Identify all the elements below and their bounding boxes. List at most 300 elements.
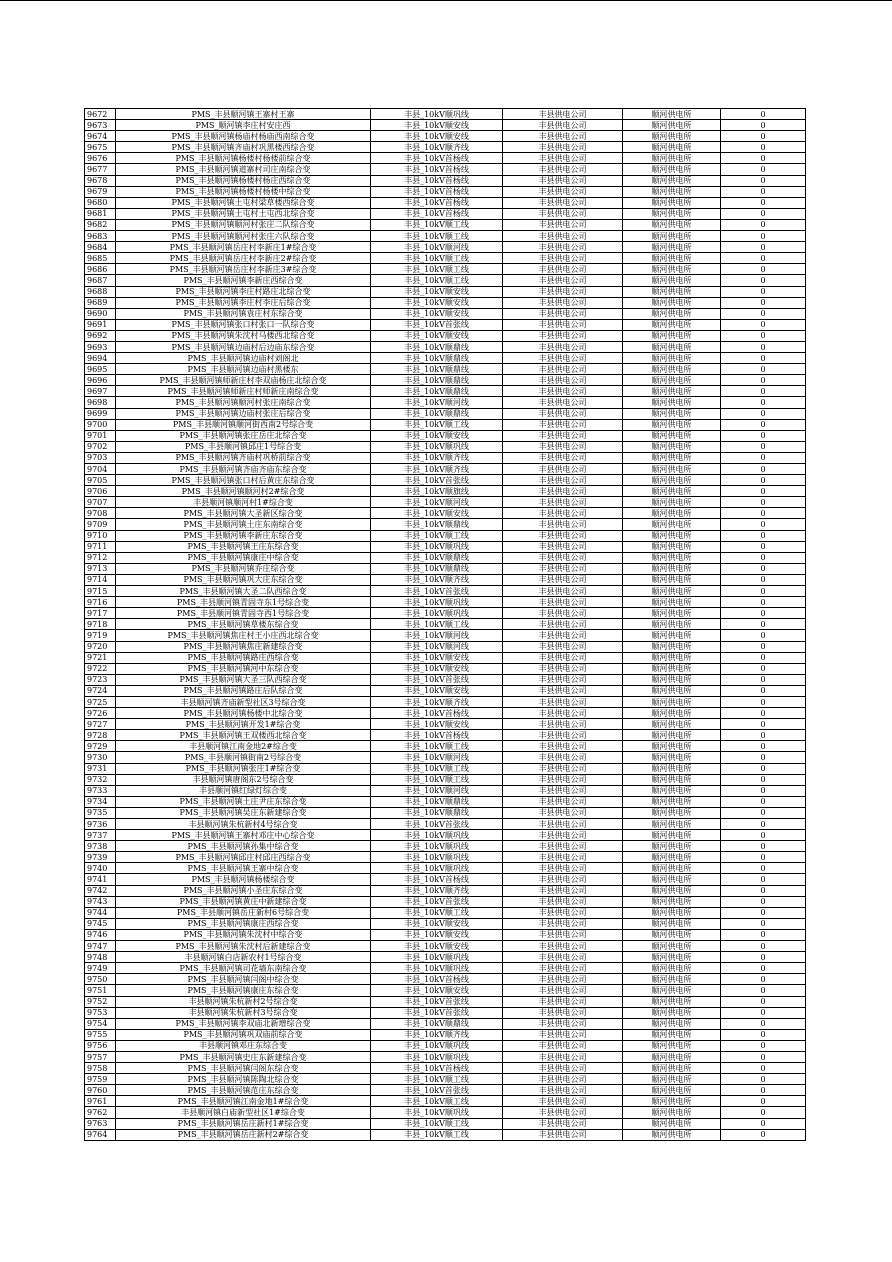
company-cell: 丰县供电公司 [503, 863, 623, 874]
supply-station-cell: 顺河供电所 [623, 852, 721, 863]
supply-station-cell: 顺河供电所 [623, 109, 721, 120]
supply-station-cell: 顺河供电所 [623, 885, 721, 896]
table-body [85, 109, 806, 1141]
table-row [85, 641, 806, 652]
line-name-cell: 丰县_10kV首杨线 [371, 974, 503, 985]
line-name-cell: 丰县_10kV顺齐线 [371, 885, 503, 896]
row-number-cell: 9700 [85, 419, 116, 430]
value-cell: 0 [721, 1018, 806, 1029]
table-row [85, 375, 806, 386]
value-cell: 0 [721, 1118, 806, 1129]
station-name-cell: PMS_丰县顺河镇顺河村张庄南综合变 [116, 397, 371, 408]
table-row [85, 475, 806, 486]
line-name-cell: 丰县_10kV顺安线 [371, 985, 503, 996]
company-cell: 丰县供电公司 [503, 186, 623, 197]
row-number-cell: 9723 [85, 674, 116, 685]
row-number-cell: 9690 [85, 308, 116, 319]
row-number-cell: 9742 [85, 885, 116, 896]
table-row [85, 1096, 806, 1107]
table-row [85, 941, 806, 952]
line-name-cell: 丰县_10kV顺河线 [371, 641, 503, 652]
company-cell: 丰县供电公司 [503, 597, 623, 608]
supply-station-cell: 顺河供电所 [623, 319, 721, 330]
station-name-cell: PMS_丰县顺河镇师新庄村师新庄南综合变 [116, 386, 371, 397]
line-name-cell: 丰县_10kV顺鼎线 [371, 408, 503, 419]
value-cell: 0 [721, 597, 806, 608]
line-name-cell: 丰县_10kV顺河线 [371, 497, 503, 508]
station-name-cell: PMS_丰县顺河镇史庄东新建综合变 [116, 1051, 371, 1062]
row-number-cell: 9738 [85, 841, 116, 852]
company-cell: 丰县供电公司 [503, 785, 623, 796]
value-cell: 0 [721, 708, 806, 719]
line-name-cell: 丰县_10kV顺安线 [371, 941, 503, 952]
row-number-cell: 9746 [85, 929, 116, 940]
company-cell: 丰县供电公司 [503, 153, 623, 164]
station-name-cell: 丰县顺河镇邓庄东综合变 [116, 1040, 371, 1051]
station-name-cell: PMS_丰县顺河镇杨楼中北综合变 [116, 708, 371, 719]
station-name-cell: PMS_丰县顺河镇王双楼西北综合变 [116, 730, 371, 741]
line-name-cell: 丰县_10kV顺工线 [371, 1074, 503, 1085]
line-name-cell: 丰县_10kV顺齐线 [371, 1029, 503, 1040]
station-name-cell: PMS_丰县顺河镇朱沈村马楼西北综合变 [116, 330, 371, 341]
station-name-cell: PMS_丰县顺河镇师新庄村李双庙杨庄北综合变 [116, 375, 371, 386]
table-row [85, 552, 806, 563]
station-name-cell: PMS_丰县顺河镇李庄村路庄北综合变 [116, 286, 371, 297]
row-number-cell: 9706 [85, 486, 116, 497]
table-row [85, 574, 806, 585]
row-number-cell: 9672 [85, 109, 116, 120]
row-number-cell: 9748 [85, 952, 116, 963]
table-row [85, 663, 806, 674]
table-row [85, 131, 806, 142]
value-cell: 0 [721, 297, 806, 308]
row-number-cell: 9750 [85, 974, 116, 985]
value-cell: 0 [721, 941, 806, 952]
table-row [85, 497, 806, 508]
row-number-cell: 9724 [85, 685, 116, 696]
table-row [85, 541, 806, 552]
station-name-cell: 丰县顺河镇齐庙新型社区3号综合变 [116, 696, 371, 707]
line-name-cell: 丰县_10kV顺鼎线 [371, 341, 503, 352]
company-cell: 丰县供电公司 [503, 120, 623, 131]
company-cell: 丰县供电公司 [503, 841, 623, 852]
company-cell: 丰县供电公司 [503, 619, 623, 630]
company-cell: 丰县供电公司 [503, 830, 623, 841]
supply-station-cell: 顺河供电所 [623, 353, 721, 364]
station-name-cell: PMS_丰县顺河镇杨楼村杨庄西综合变 [116, 175, 371, 186]
company-cell: 丰县供电公司 [503, 297, 623, 308]
company-cell: 丰县供电公司 [503, 197, 623, 208]
value-cell: 0 [721, 663, 806, 674]
company-cell: 丰县供电公司 [503, 452, 623, 463]
company-cell: 丰县供电公司 [503, 630, 623, 641]
row-number-cell: 9719 [85, 630, 116, 641]
line-name-cell: 丰县_10kV顺工线 [371, 530, 503, 541]
station-name-cell: PMS_丰县顺河镇齐庙村巩桥前综合变 [116, 452, 371, 463]
company-cell: 丰县供电公司 [503, 364, 623, 375]
table-row [85, 563, 806, 574]
table-row [85, 231, 806, 242]
table-row [85, 364, 806, 375]
row-number-cell: 9693 [85, 341, 116, 352]
line-name-cell: 丰县_10kV首杨线 [371, 186, 503, 197]
table-row [85, 1074, 806, 1085]
row-number-cell: 9726 [85, 708, 116, 719]
row-number-cell: 9681 [85, 208, 116, 219]
company-cell: 丰县供电公司 [503, 386, 623, 397]
line-name-cell: 丰县_10kV顺鼎线 [371, 386, 503, 397]
table-row [85, 464, 806, 475]
table-row [85, 397, 806, 408]
supply-station-cell: 顺河供电所 [623, 630, 721, 641]
supply-station-cell: 顺河供电所 [623, 1074, 721, 1085]
station-name-cell: PMS_丰县顺河镇李新庄西综合变 [116, 275, 371, 286]
table-row [85, 386, 806, 397]
station-name-cell: PMS_丰县顺河镇顺河村张庄六队综合变 [116, 231, 371, 242]
table-row [85, 841, 806, 852]
table-row [85, 597, 806, 608]
station-name-cell: 丰县顺河镇江南金地2#综合变 [116, 741, 371, 752]
table-row [85, 674, 806, 685]
row-number-cell: 9703 [85, 452, 116, 463]
supply-station-cell: 顺河供电所 [623, 186, 721, 197]
row-number-cell: 9709 [85, 519, 116, 530]
supply-station-cell: 顺河供电所 [623, 663, 721, 674]
table-row [85, 630, 806, 641]
value-cell: 0 [721, 508, 806, 519]
supply-station-cell: 顺河供电所 [623, 153, 721, 164]
table-row [85, 708, 806, 719]
value-cell: 0 [721, 109, 806, 120]
value-cell: 0 [721, 408, 806, 419]
table-row [85, 896, 806, 907]
value-cell: 0 [721, 353, 806, 364]
company-cell: 丰县供电公司 [503, 519, 623, 530]
supply-station-cell: 顺河供电所 [623, 286, 721, 297]
value-cell: 0 [721, 253, 806, 264]
company-cell: 丰县供电公司 [503, 696, 623, 707]
line-name-cell: 丰县_10kV顺工线 [371, 275, 503, 286]
company-cell: 丰县供电公司 [503, 319, 623, 330]
table-row [85, 319, 806, 330]
value-cell: 0 [721, 641, 806, 652]
company-cell: 丰县供电公司 [503, 852, 623, 863]
station-name-cell: PMS_丰县顺河镇杨楼村杨楼前综合变 [116, 153, 371, 164]
company-cell: 丰县供电公司 [503, 508, 623, 519]
value-cell: 0 [721, 552, 806, 563]
line-name-cell: 丰县_10kV顺工线 [371, 763, 503, 774]
value-cell: 0 [721, 364, 806, 375]
supply-station-cell: 顺河供电所 [623, 863, 721, 874]
table-row [85, 353, 806, 364]
supply-station-cell: 顺河供电所 [623, 586, 721, 597]
value-cell: 0 [721, 574, 806, 585]
row-number-cell: 9729 [85, 741, 116, 752]
value-cell: 0 [721, 696, 806, 707]
supply-station-cell: 顺河供电所 [623, 796, 721, 807]
station-name-cell: PMS_丰县顺河镇巩大庄东综合变 [116, 574, 371, 585]
company-cell: 丰县供电公司 [503, 763, 623, 774]
row-number-cell: 9727 [85, 719, 116, 730]
station-name-cell: 丰县顺河镇顺河村1#综合变 [116, 497, 371, 508]
value-cell: 0 [721, 1040, 806, 1051]
table-row [85, 1107, 806, 1118]
row-number-cell: 9739 [85, 852, 116, 863]
table-row [85, 275, 806, 286]
company-cell: 丰县供电公司 [503, 563, 623, 574]
table-row [85, 441, 806, 452]
company-cell: 丰县供电公司 [503, 885, 623, 896]
company-cell: 丰县供电公司 [503, 275, 623, 286]
company-cell: 丰县供电公司 [503, 330, 623, 341]
supply-station-cell: 顺河供电所 [623, 896, 721, 907]
station-name-cell: PMS_丰县顺河镇黄庄中新建综合变 [116, 896, 371, 907]
table-row [85, 996, 806, 1007]
station-name-cell: PMS_丰县顺河镇青固寺东1号综合变 [116, 597, 371, 608]
supply-station-cell: 顺河供电所 [623, 208, 721, 219]
company-cell: 丰县供电公司 [503, 896, 623, 907]
supply-station-cell: 顺河供电所 [623, 1018, 721, 1029]
line-name-cell: 丰县_10kV顺鼎线 [371, 375, 503, 386]
company-cell: 丰县供电公司 [503, 552, 623, 563]
row-number-cell: 9728 [85, 730, 116, 741]
line-name-cell: 丰县_10kV顺工线 [371, 253, 503, 264]
table-row [85, 586, 806, 597]
station-name-cell: PMS_丰县顺河镇李庄村李庄后综合变 [116, 297, 371, 308]
value-cell: 0 [721, 275, 806, 286]
line-name-cell: 丰县_10kV顺巩线 [371, 963, 503, 974]
value-cell: 0 [721, 142, 806, 153]
row-number-cell: 9696 [85, 375, 116, 386]
station-name-cell: PMS_丰县顺河镇齐庙村巩黑楼西综合变 [116, 142, 371, 153]
row-number-cell: 9740 [85, 863, 116, 874]
supply-station-cell: 顺河供电所 [623, 397, 721, 408]
value-cell: 0 [721, 841, 806, 852]
supply-station-cell: 顺河供电所 [623, 641, 721, 652]
line-name-cell: 丰县_10kV首杨线 [371, 208, 503, 219]
line-name-cell: 丰县_10kV顺巩线 [371, 1040, 503, 1051]
row-number-cell: 9736 [85, 819, 116, 830]
table-row [85, 774, 806, 785]
row-number-cell: 9732 [85, 774, 116, 785]
company-cell: 丰县供电公司 [503, 1029, 623, 1040]
value-cell: 0 [721, 308, 806, 319]
company-cell: 丰县供电公司 [503, 996, 623, 1007]
station-name-cell: PMS_丰县顺河镇杨楼村杨楼中综合变 [116, 186, 371, 197]
station-name-cell: PMS_丰县顺河镇孙集中综合变 [116, 841, 371, 852]
station-name-cell: PMS_丰县顺河镇杨庙村杨庙西南综合变 [116, 131, 371, 142]
row-number-cell: 9755 [85, 1029, 116, 1040]
supply-station-cell: 顺河供电所 [623, 874, 721, 885]
table-row [85, 142, 806, 153]
value-cell: 0 [721, 153, 806, 164]
value-cell: 0 [721, 652, 806, 663]
supply-station-cell: 顺河供电所 [623, 918, 721, 929]
value-cell: 0 [721, 131, 806, 142]
supply-station-cell: 顺河供电所 [623, 985, 721, 996]
table-row [85, 985, 806, 996]
supply-station-cell: 顺河供电所 [623, 608, 721, 619]
value-cell: 0 [721, 874, 806, 885]
station-name-cell: PMS_丰县顺河镇岳庄新村6号综合变 [116, 907, 371, 918]
line-name-cell: 丰县_10kV顺巩线 [371, 1051, 503, 1062]
station-name-cell: PMS_丰县顺河镇朱沈村后新建综合变 [116, 941, 371, 952]
station-name-cell: PMS_丰县顺河镇草楼东综合变 [116, 619, 371, 630]
value-cell: 0 [721, 197, 806, 208]
company-cell: 丰县供电公司 [503, 242, 623, 253]
company-cell: 丰县供电公司 [503, 608, 623, 619]
supply-station-cell: 顺河供电所 [623, 1107, 721, 1118]
station-name-cell: PMS_丰县顺河镇康庄西综合变 [116, 918, 371, 929]
supply-station-cell: 顺河供电所 [623, 497, 721, 508]
line-name-cell: 丰县_10kV首杨线 [371, 164, 503, 175]
station-name-cell: PMS_丰县顺河镇闫阁东综合变 [116, 1063, 371, 1074]
value-cell: 0 [721, 918, 806, 929]
line-name-cell: 丰县_10kV首张线 [371, 586, 503, 597]
value-cell: 0 [721, 752, 806, 763]
station-name-cell: PMS_丰县顺河镇张口村后黄庄东综合变 [116, 475, 371, 486]
station-name-cell: PMS_丰县顺河镇顺河街西南2号综合变 [116, 419, 371, 430]
station-name-cell: PMS_丰县顺河镇街南2号综合变 [116, 752, 371, 763]
line-name-cell: 丰县_10kV顺河线 [371, 752, 503, 763]
supply-station-cell: 顺河供电所 [623, 1051, 721, 1062]
row-number-cell: 9735 [85, 807, 116, 818]
value-cell: 0 [721, 619, 806, 630]
row-number-cell: 9730 [85, 752, 116, 763]
value-cell: 0 [721, 630, 806, 641]
row-number-cell: 9711 [85, 541, 116, 552]
row-number-cell: 9683 [85, 231, 116, 242]
table-row [85, 1018, 806, 1029]
station-name-cell: PMS_丰县顺河镇朱沈村中综合变 [116, 929, 371, 940]
supply-station-cell: 顺河供电所 [623, 486, 721, 497]
row-number-cell: 9744 [85, 907, 116, 918]
supply-station-cell: 顺河供电所 [623, 996, 721, 1007]
station-name-cell: PMS_丰县顺河镇司花墙东南综合变 [116, 963, 371, 974]
company-cell: 丰县供电公司 [503, 286, 623, 297]
table-row [85, 419, 806, 430]
company-cell: 丰县供电公司 [503, 419, 623, 430]
company-cell: 丰县供电公司 [503, 874, 623, 885]
value-cell: 0 [721, 319, 806, 330]
company-cell: 丰县供电公司 [503, 1085, 623, 1096]
line-name-cell: 丰县_10kV顺巩线 [371, 952, 503, 963]
company-cell: 丰县供电公司 [503, 1096, 623, 1107]
value-cell: 0 [721, 852, 806, 863]
table-row [85, 863, 806, 874]
value-cell: 0 [721, 264, 806, 275]
company-cell: 丰县供电公司 [503, 264, 623, 275]
value-cell: 0 [721, 120, 806, 131]
station-name-cell: PMS_丰县顺河镇河中东综合变 [116, 663, 371, 674]
supply-station-cell: 顺河供电所 [623, 841, 721, 852]
value-cell: 0 [721, 563, 806, 574]
value-cell: 0 [721, 830, 806, 841]
row-number-cell: 9756 [85, 1040, 116, 1051]
line-name-cell: 丰县_10kV首张线 [371, 674, 503, 685]
company-cell: 丰县供电公司 [503, 807, 623, 818]
supply-station-cell: 顺河供电所 [623, 330, 721, 341]
supply-station-cell: 顺河供电所 [623, 231, 721, 242]
supply-station-cell: 顺河供电所 [623, 830, 721, 841]
supply-station-cell: 顺河供电所 [623, 674, 721, 685]
value-cell: 0 [721, 219, 806, 230]
row-number-cell: 9697 [85, 386, 116, 397]
company-cell: 丰县供电公司 [503, 730, 623, 741]
supply-station-cell: 顺河供电所 [623, 1040, 721, 1051]
supply-station-cell: 顺河供电所 [623, 142, 721, 153]
station-name-cell: PMS_丰县顺河镇范庄东综合变 [116, 1085, 371, 1096]
row-number-cell: 9713 [85, 563, 116, 574]
table-row [85, 1007, 806, 1018]
row-number-cell: 9760 [85, 1085, 116, 1096]
supply-station-cell: 顺河供电所 [623, 696, 721, 707]
line-name-cell: 丰县_10kV顺安线 [371, 508, 503, 519]
station-name-cell: PMS_丰县顺河镇土庄东南综合变 [116, 519, 371, 530]
table-row [85, 186, 806, 197]
station-name-cell: PMS_丰县顺河镇李双庙北新增综合变 [116, 1018, 371, 1029]
value-cell: 0 [721, 586, 806, 597]
value-cell: 0 [721, 286, 806, 297]
line-name-cell: 丰县_10kV首杨线 [371, 1063, 503, 1074]
line-name-cell: 丰县_10kV顺巩线 [371, 841, 503, 852]
supply-station-cell: 顺河供电所 [623, 807, 721, 818]
value-cell: 0 [721, 952, 806, 963]
company-cell: 丰县供电公司 [503, 963, 623, 974]
line-name-cell: 丰县_10kV首张线 [371, 819, 503, 830]
company-cell: 丰县供电公司 [503, 1118, 623, 1129]
table-row [85, 175, 806, 186]
table-row [85, 885, 806, 896]
table-row [85, 785, 806, 796]
line-name-cell: 丰县_10kV顺鼎线 [371, 1018, 503, 1029]
supply-station-cell: 顺河供电所 [623, 685, 721, 696]
station-name-cell: 丰县顺河镇白店新农村1号综合变 [116, 952, 371, 963]
row-number-cell: 9741 [85, 874, 116, 885]
company-cell: 丰县供电公司 [503, 719, 623, 730]
company-cell: 丰县供电公司 [503, 663, 623, 674]
supply-station-cell: 顺河供电所 [623, 929, 721, 940]
company-cell: 丰县供电公司 [503, 586, 623, 597]
table-row [85, 208, 806, 219]
row-number-cell: 9754 [85, 1018, 116, 1029]
row-number-cell: 9758 [85, 1063, 116, 1074]
station-name-cell: PMS_丰县顺河镇袁庄村东综合变 [116, 308, 371, 319]
supply-station-cell: 顺河供电所 [623, 752, 721, 763]
table-row [85, 264, 806, 275]
table-row [85, 685, 806, 696]
line-name-cell: 丰县_10kV顺鼎线 [371, 796, 503, 807]
company-cell: 丰县供电公司 [503, 918, 623, 929]
row-number-cell: 9725 [85, 696, 116, 707]
line-name-cell: 丰县_10kV顺河线 [371, 242, 503, 253]
company-cell: 丰县供电公司 [503, 530, 623, 541]
value-cell: 0 [721, 730, 806, 741]
company-cell: 丰县供电公司 [503, 652, 623, 663]
value-cell: 0 [721, 785, 806, 796]
row-number-cell: 9714 [85, 574, 116, 585]
value-cell: 0 [721, 974, 806, 985]
line-name-cell: 丰县_10kV顺安线 [371, 719, 503, 730]
company-cell: 丰县供电公司 [503, 475, 623, 486]
row-number-cell: 9764 [85, 1129, 116, 1140]
row-number-cell: 9679 [85, 186, 116, 197]
row-number-cell: 9717 [85, 608, 116, 619]
company-cell: 丰县供电公司 [503, 131, 623, 142]
row-number-cell: 9733 [85, 785, 116, 796]
line-name-cell: 丰县_10kV顺工线 [371, 1129, 503, 1140]
table-row [85, 918, 806, 929]
